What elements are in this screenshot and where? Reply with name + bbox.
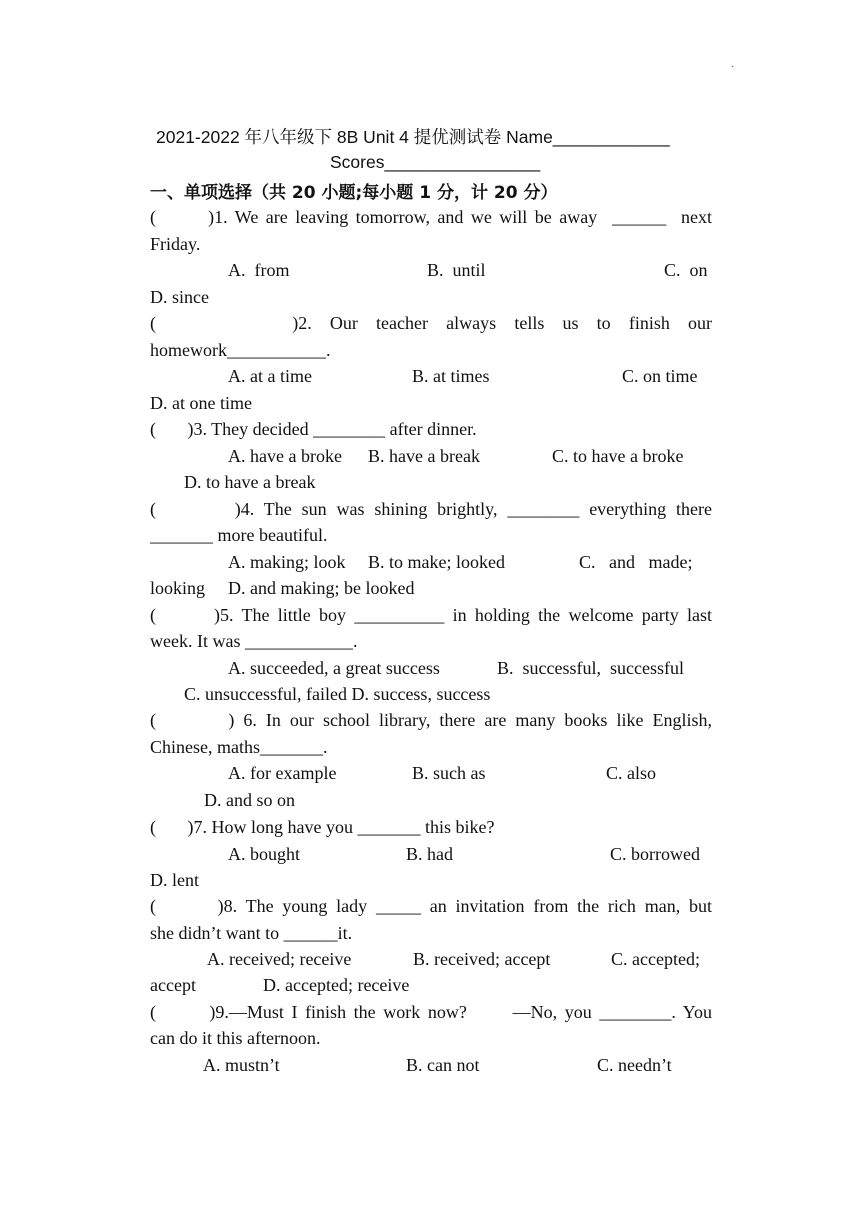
- question-5-stem-line-1: ( )5. The little boy __________ in holding the welcome party last: [150, 605, 712, 625]
- question-3-stem-line-1: ( )3. They decided ________ after dinner.: [150, 419, 477, 439]
- question-6-option-a: A. for example: [228, 763, 337, 783]
- section-heading: 一、单项选择（共 20 小题;每小题 1 分，计 20 分）: [150, 183, 558, 203]
- question-5-options-c-d: C. unsuccessful, failed D. success, success: [184, 684, 491, 704]
- question-5-option-b: B. successful, successful: [497, 658, 684, 678]
- question-3-option-b: B. have a break: [368, 446, 480, 466]
- question-8-stem-line-2: she didn’t want to ______it.: [150, 923, 353, 943]
- exam-scores-line: Scores________________: [330, 152, 541, 172]
- question-3-option-a: A. have a broke: [228, 446, 342, 466]
- question-8-stem-line-1: ( )8. The young lady _____ an invitation from the rich man, but: [150, 896, 712, 916]
- question-7-stem-line-1: ( )7. How long have you _______ this bike?: [150, 817, 495, 837]
- question-8-option-c: C. accepted;: [611, 949, 700, 969]
- question-1-option-c: C. on: [664, 260, 708, 280]
- question-7-option-a: A. bought: [228, 844, 300, 864]
- question-5-stem-line-2: week. It was ____________.: [150, 631, 358, 651]
- question-9-option-c: C. needn’t: [597, 1055, 672, 1075]
- question-3-option-d: D. to have a break: [184, 472, 316, 492]
- question-8-option-d: D. accepted; receive: [263, 975, 410, 995]
- question-4-stem-line-2: _______ more beautiful.: [150, 525, 328, 545]
- question-4-option-c: C. and made;: [579, 552, 693, 572]
- question-1-option-b: B. until: [427, 260, 486, 280]
- question-8-option-a: A. received; receive: [207, 949, 352, 969]
- question-1-option-a: A. from: [228, 260, 290, 280]
- question-2-stem-line-2: homework___________.: [150, 340, 331, 360]
- question-9-option-a: A. mustn’t: [203, 1055, 280, 1075]
- question-2-stem-line-1: ( )2. Our teacher always tells us to finish our: [150, 313, 712, 333]
- question-1-stem-line-2: Friday.: [150, 234, 201, 254]
- question-6-stem-line-2: Chinese, maths_______.: [150, 737, 328, 757]
- question-2-option-c: C. on time: [622, 366, 698, 386]
- question-7-option-d: D. lent: [150, 870, 199, 890]
- question-6-option-d: D. and so on: [204, 790, 295, 810]
- exam-title: 2021-2022 年八年级下 8B Unit 4 提优测试卷 Name____________: [156, 127, 670, 147]
- question-8-option-c-continued: accept: [150, 975, 196, 995]
- question-6-stem-line-1: ( ) 6. In our school library, there are many books like English,: [150, 710, 712, 730]
- question-7-option-b: B. had: [406, 844, 453, 864]
- question-4-option-b: B. to make; looked: [368, 552, 505, 572]
- question-9-stem-line-2: can do it this afternoon.: [150, 1028, 321, 1048]
- question-7-option-c: C. borrowed: [610, 844, 700, 864]
- question-9-option-b: B. can not: [406, 1055, 480, 1075]
- question-2-option-d: D. at one time: [150, 393, 252, 413]
- question-6-option-b: B. such as: [412, 763, 486, 783]
- question-4-stem-line-1: ( )4. The sun was shining brightly, ________ everything there: [150, 499, 712, 519]
- question-2-option-a: A. at a time: [228, 366, 312, 386]
- question-2-option-b: B. at times: [412, 366, 490, 386]
- question-1-option-d: D. since: [150, 287, 209, 307]
- question-4-option-d: D. and making; be looked: [228, 578, 415, 598]
- question-4-option-c-continued: looking: [150, 578, 206, 598]
- question-3-option-c: C. to have a broke: [552, 446, 684, 466]
- question-8-option-b: B. received; accept: [413, 949, 551, 969]
- question-5-option-a: A. succeeded, a great success: [228, 658, 440, 678]
- question-4-option-a: A. making; look: [228, 552, 346, 572]
- corner-dot: ·: [731, 62, 735, 73]
- question-1-stem-line-1: ( )1. We are leaving tomorrow, and we will be away ______ next: [150, 207, 712, 227]
- question-9-stem-line-1: ( )9.—Must I finish the work now? —No, you ________. You: [150, 1002, 712, 1022]
- question-6-option-c: C. also: [606, 763, 657, 783]
